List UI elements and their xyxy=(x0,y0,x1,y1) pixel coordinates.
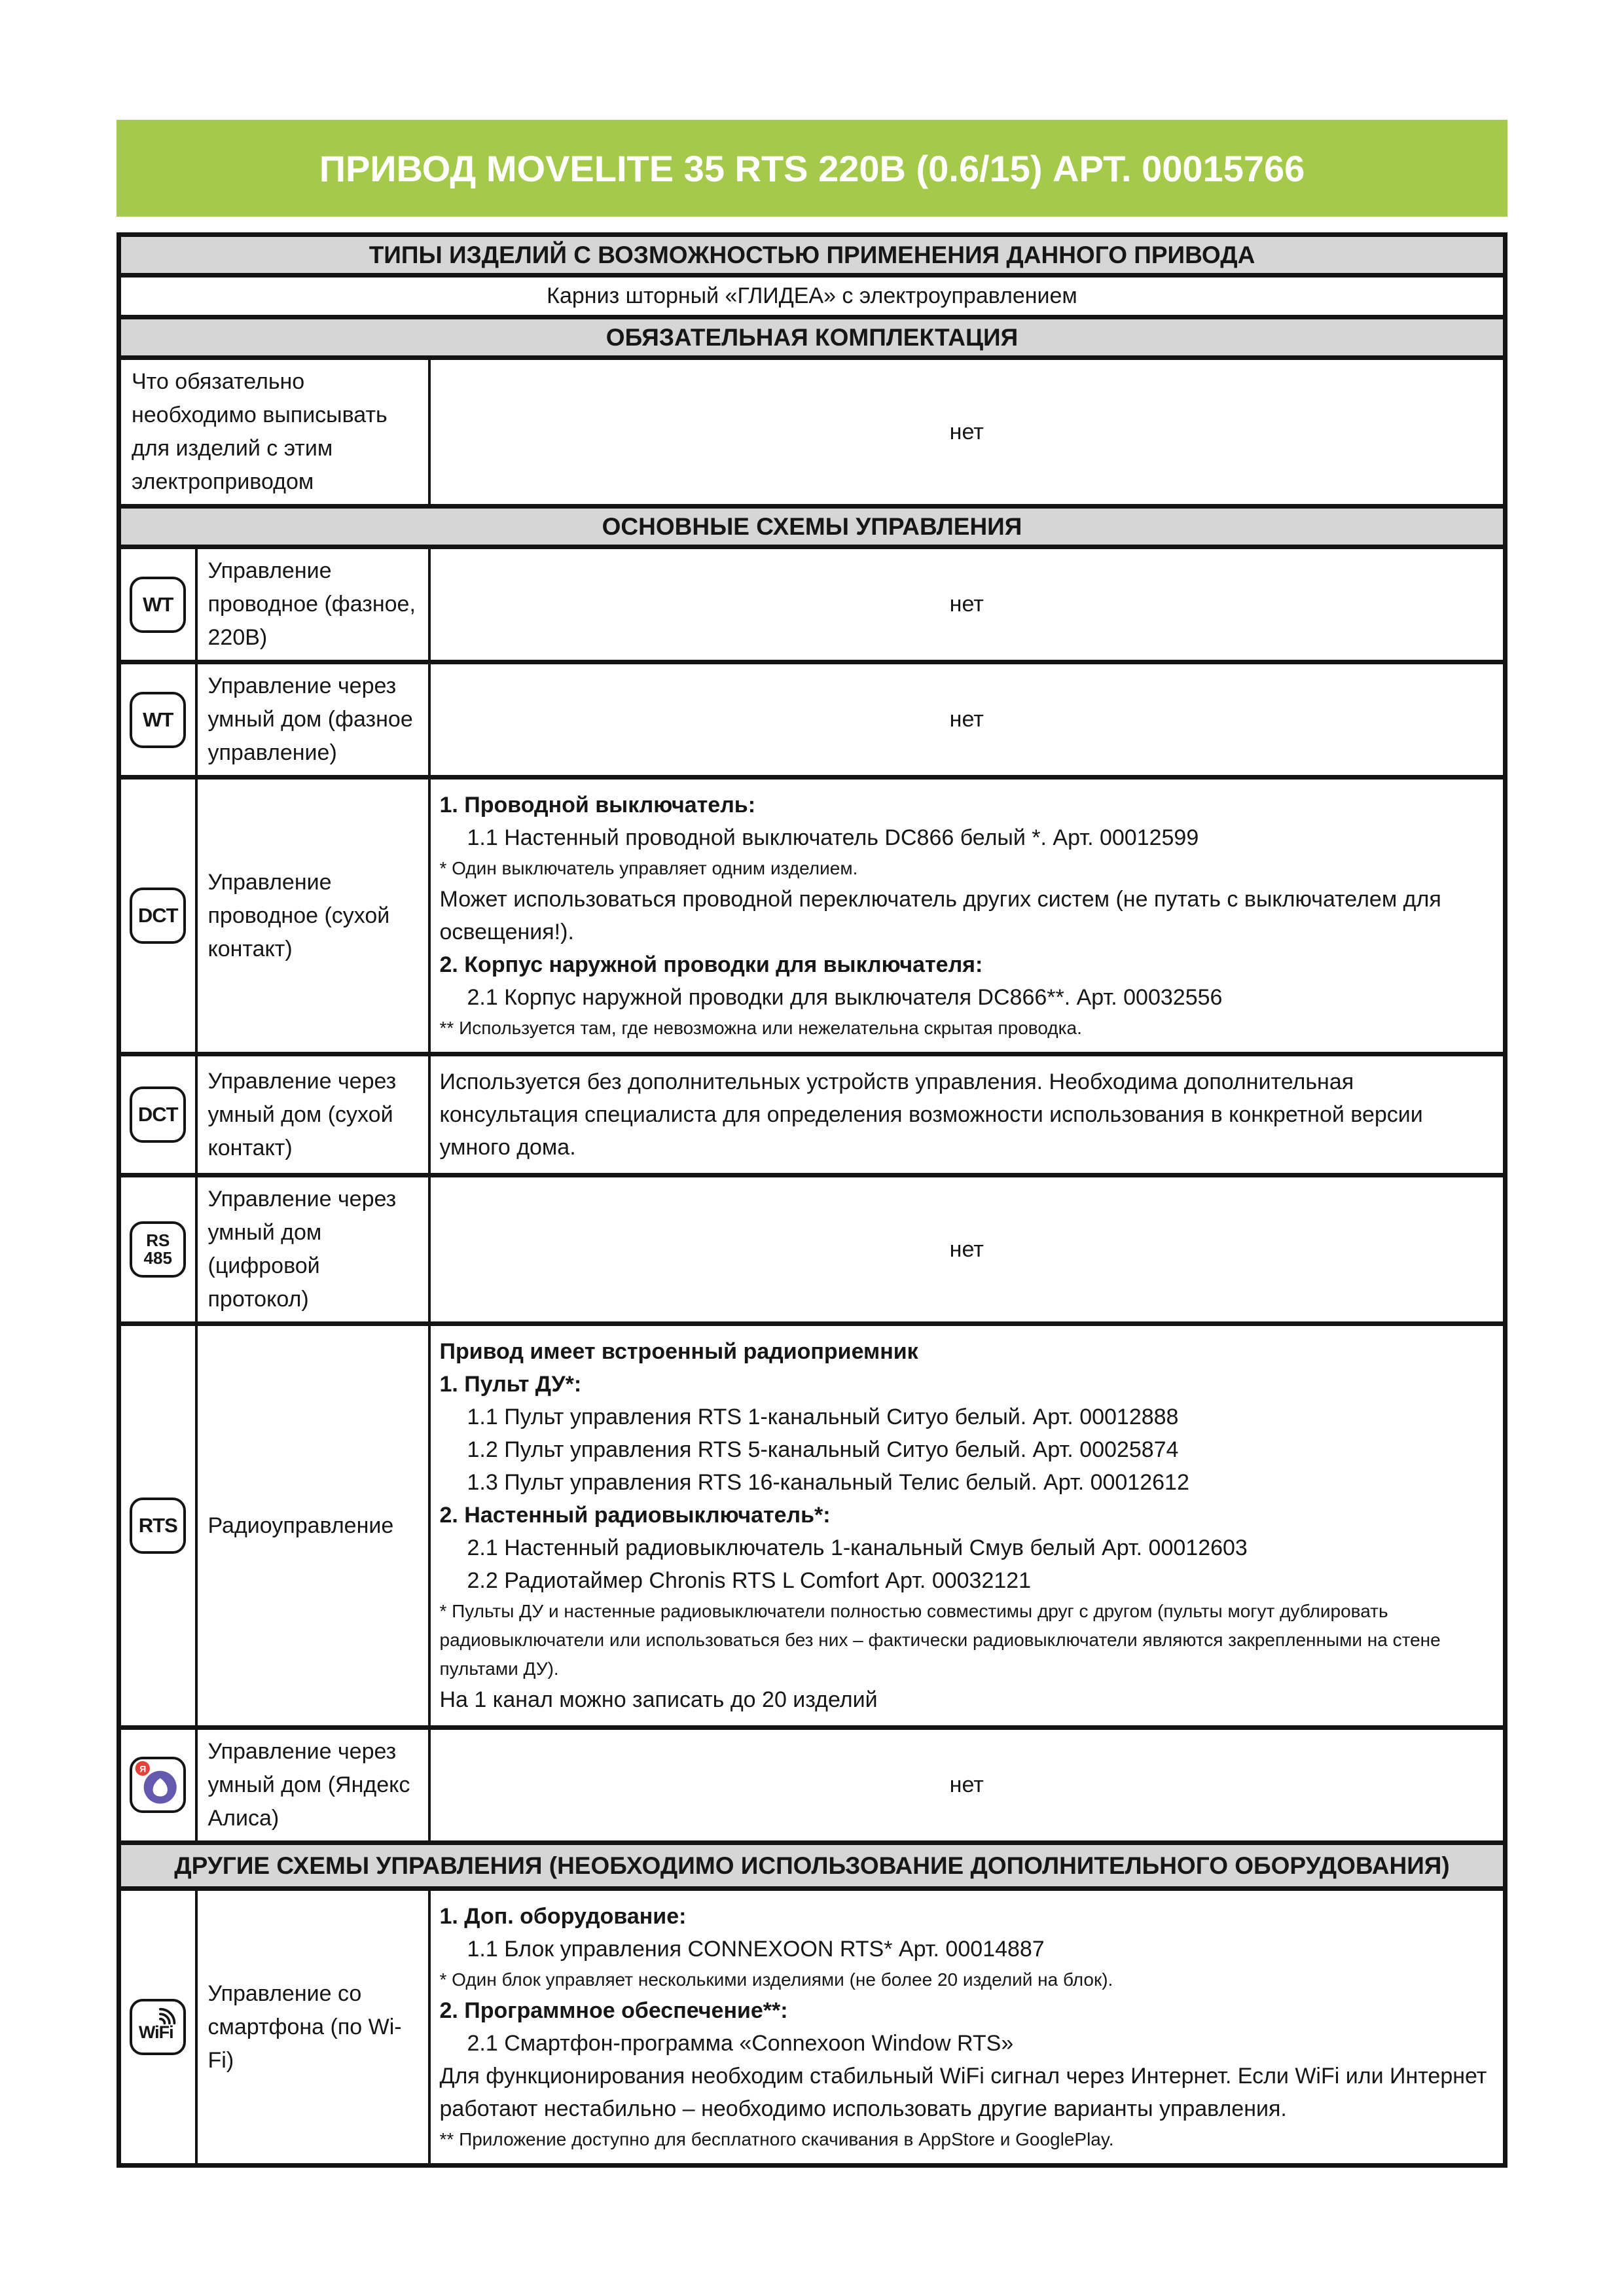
content-line: 1.1 Пульт управления RTS 1-канальный Ситуо белый. Арт. 00012888 xyxy=(467,1405,1179,1429)
content-line: 1. Доп. оборудование: xyxy=(439,1904,687,1929)
wifi-signal-icon xyxy=(158,2006,180,2026)
content-line: На 1 канал можно записать до 20 изделий xyxy=(439,1687,878,1712)
label-cell: Управление через умный дом (сухой контакт) xyxy=(196,1054,429,1175)
wt-icon-label: WT xyxy=(143,592,173,616)
table-row xyxy=(119,358,1506,507)
table-row xyxy=(119,547,1506,662)
label-cell: Управление проводное (сухой контакт) xyxy=(196,778,429,1054)
value-cell: нет xyxy=(429,547,1506,662)
icon-cell xyxy=(119,778,196,1054)
value-cell: нет xyxy=(429,1728,1506,1843)
table-row xyxy=(119,1728,1506,1843)
icon-cell xyxy=(119,547,196,662)
dct-icon-label: DCT xyxy=(137,904,178,927)
content-line: 2. Настенный радиовыключатель*: xyxy=(439,1503,831,1528)
content-line: Используется без дополнительных устройств управления. Необходима дополнительная консультация специалиста для определения возможности использования в конкретной версии умного дома. xyxy=(439,1069,1423,1160)
dct-icon xyxy=(130,1086,186,1143)
content-line: ** Используется там, где невозможна или нежелательна скрытая проводка. xyxy=(439,1018,1082,1038)
content-cell xyxy=(429,1054,1506,1175)
section-header: ТИПЫ ИЗДЕЛИЙ С ВОЗМОЖНОСТЬЮ ПРИМЕНЕНИЯ ДАННОГО ПРИВОДА xyxy=(119,235,1506,276)
wifi-icon-label: WiFi xyxy=(138,2022,173,2042)
rs485-icon xyxy=(130,1221,186,1278)
alisa-icon-graphic xyxy=(132,1759,183,1810)
section-header: ОБЯЗАТЕЛЬНАЯ КОМПЛЕКТАЦИЯ xyxy=(119,317,1506,358)
product-table xyxy=(117,232,1507,2168)
content-line: * Один выключатель управляет одним изделием. xyxy=(439,858,858,878)
icon-cell xyxy=(119,1889,196,2166)
label-cell: Управление через умный дом (Яндекс Алиса) xyxy=(196,1728,429,1843)
content-line: 2.1 Смартфон-программа «Connexoon Window RTS» xyxy=(467,2031,1014,2056)
rts-icon-label: RTS xyxy=(138,1514,177,1537)
rs485-icon-line2: 485 xyxy=(143,1248,172,1268)
dct-icon xyxy=(130,888,186,944)
table-row xyxy=(119,1324,1506,1728)
table-row xyxy=(119,1175,1506,1324)
section-header-row xyxy=(119,317,1506,358)
content-line: 2. Программное обеспечение**: xyxy=(439,1998,788,2023)
content-line: 2.1 Корпус наружной проводки для выключателя DC866**. Арт. 00032556 xyxy=(467,985,1223,1010)
content-cell xyxy=(429,1324,1506,1728)
rts-icon xyxy=(130,1498,186,1554)
label-cell: Управление проводное (фазное, 220В) xyxy=(196,547,429,662)
content-line: 2. Корпус наружной проводки для выключателя: xyxy=(439,952,983,977)
content-line: 1.3 Пульт управления RTS 16-канальный Телис белый. Арт. 00012612 xyxy=(467,1470,1189,1495)
dct-icon-label: DCT xyxy=(137,1103,178,1126)
alisa-icon xyxy=(130,1757,186,1813)
content-line: 1. Пульт ДУ*: xyxy=(439,1372,582,1397)
content-line: 1.1 Блок управления CONNEXOON RTS* Арт. 00014887 xyxy=(467,1937,1045,1962)
wt-icon xyxy=(130,692,186,748)
content-line: ** Приложение доступно для бесплатного скачивания в AppStore и GooglePlay. xyxy=(439,2129,1114,2149)
content-line: 2.2 Радиотаймер Chronis RTS L Comfort Арт. 00032121 xyxy=(467,1568,1032,1593)
content-line: Для функционирования необходим стабильный WiFi сигнал через Интернет. Если WiFi или Интернет работают нестабильно – необходимо использовать другие варианты управления. xyxy=(439,2064,1487,2121)
icon-cell xyxy=(119,1728,196,1843)
section-header-row xyxy=(119,1843,1506,1889)
value-cell: нет xyxy=(429,662,1506,778)
value-cell: нет xyxy=(429,358,1506,507)
content-line: * Один блок управляет несколькими изделиями (не более 20 изделий на блок). xyxy=(439,1969,1113,1990)
content-line: 1.2 Пульт управления RTS 5-канальный Ситуо белый. Арт. 00025874 xyxy=(467,1437,1179,1462)
content-cell xyxy=(429,778,1506,1054)
value-cell: нет xyxy=(429,1175,1506,1324)
content-line: Привод имеет встроенный радиоприемник xyxy=(439,1339,918,1364)
title-banner xyxy=(117,120,1507,217)
content-line: 2.1 Настенный радиовыключатель 1-канальный Смув белый Арт. 00012603 xyxy=(467,1535,1248,1560)
icon-cell xyxy=(119,662,196,778)
section-header-row xyxy=(119,507,1506,547)
page-title: ПРИВОД MOVELITE 35 RTS 220В (0.6/15) АРТ. 00015766 xyxy=(319,147,1305,189)
table-row xyxy=(119,662,1506,778)
product-table-wrap xyxy=(117,232,1507,2168)
table-row xyxy=(119,1889,1506,2166)
product-type-cell: Карниз шторный «ГЛИДЕА» с электроуправлением xyxy=(119,276,1506,317)
content-cell xyxy=(429,1889,1506,2166)
icon-cell xyxy=(119,1324,196,1728)
content-line: 1.1 Настенный проводной выключатель DC866 белый *. Арт. 00012599 xyxy=(467,825,1199,850)
table-row xyxy=(119,1054,1506,1175)
icon-cell xyxy=(119,1175,196,1324)
content-line: * Пульты ДУ и настенные радиовыключатели полностью совместимы друг с другом (пульты могут дублировать радиовыключатели или использоваться без них – фактически радиовыключатели являются закрепленными на стене пультами ДУ). xyxy=(439,1601,1441,1679)
section-header: ДРУГИЕ СХЕМЫ УПРАВЛЕНИЯ (НЕОБХОДИМО ИСПОЛЬЗОВАНИЕ ДОПОЛНИТЕЛЬНОГО ОБОРУДОВАНИЯ) xyxy=(119,1843,1506,1889)
label-cell: Управление со смартфона (по Wi-Fi) xyxy=(196,1889,429,2166)
label-cell: Радиоуправление xyxy=(196,1324,429,1728)
rs485-icon-line1: RS xyxy=(146,1230,170,1251)
table-row xyxy=(119,276,1506,317)
label-cell: Управление через умный дом (цифровой протокол) xyxy=(196,1175,429,1324)
alisa-badge-letter: Я xyxy=(139,1763,146,1774)
section-header: ОСНОВНЫЕ СХЕМЫ УПРАВЛЕНИЯ xyxy=(119,507,1506,547)
table-row xyxy=(119,778,1506,1054)
section-header-row xyxy=(119,235,1506,276)
content-line: Может использоваться проводной переключатель других систем (не путать с выключателем для освещения!). xyxy=(439,887,1441,944)
label-cell: Управление через умный дом (фазное управление) xyxy=(196,662,429,778)
label-cell: Что обязательно необходимо выписывать для изделий с этим электроприводом xyxy=(119,358,429,507)
wt-icon xyxy=(130,577,186,633)
content-line: 1. Проводной выключатель: xyxy=(439,793,756,817)
wifi-icon xyxy=(130,1999,186,2055)
icon-cell xyxy=(119,1054,196,1175)
wt-icon-label: WT xyxy=(143,708,173,731)
